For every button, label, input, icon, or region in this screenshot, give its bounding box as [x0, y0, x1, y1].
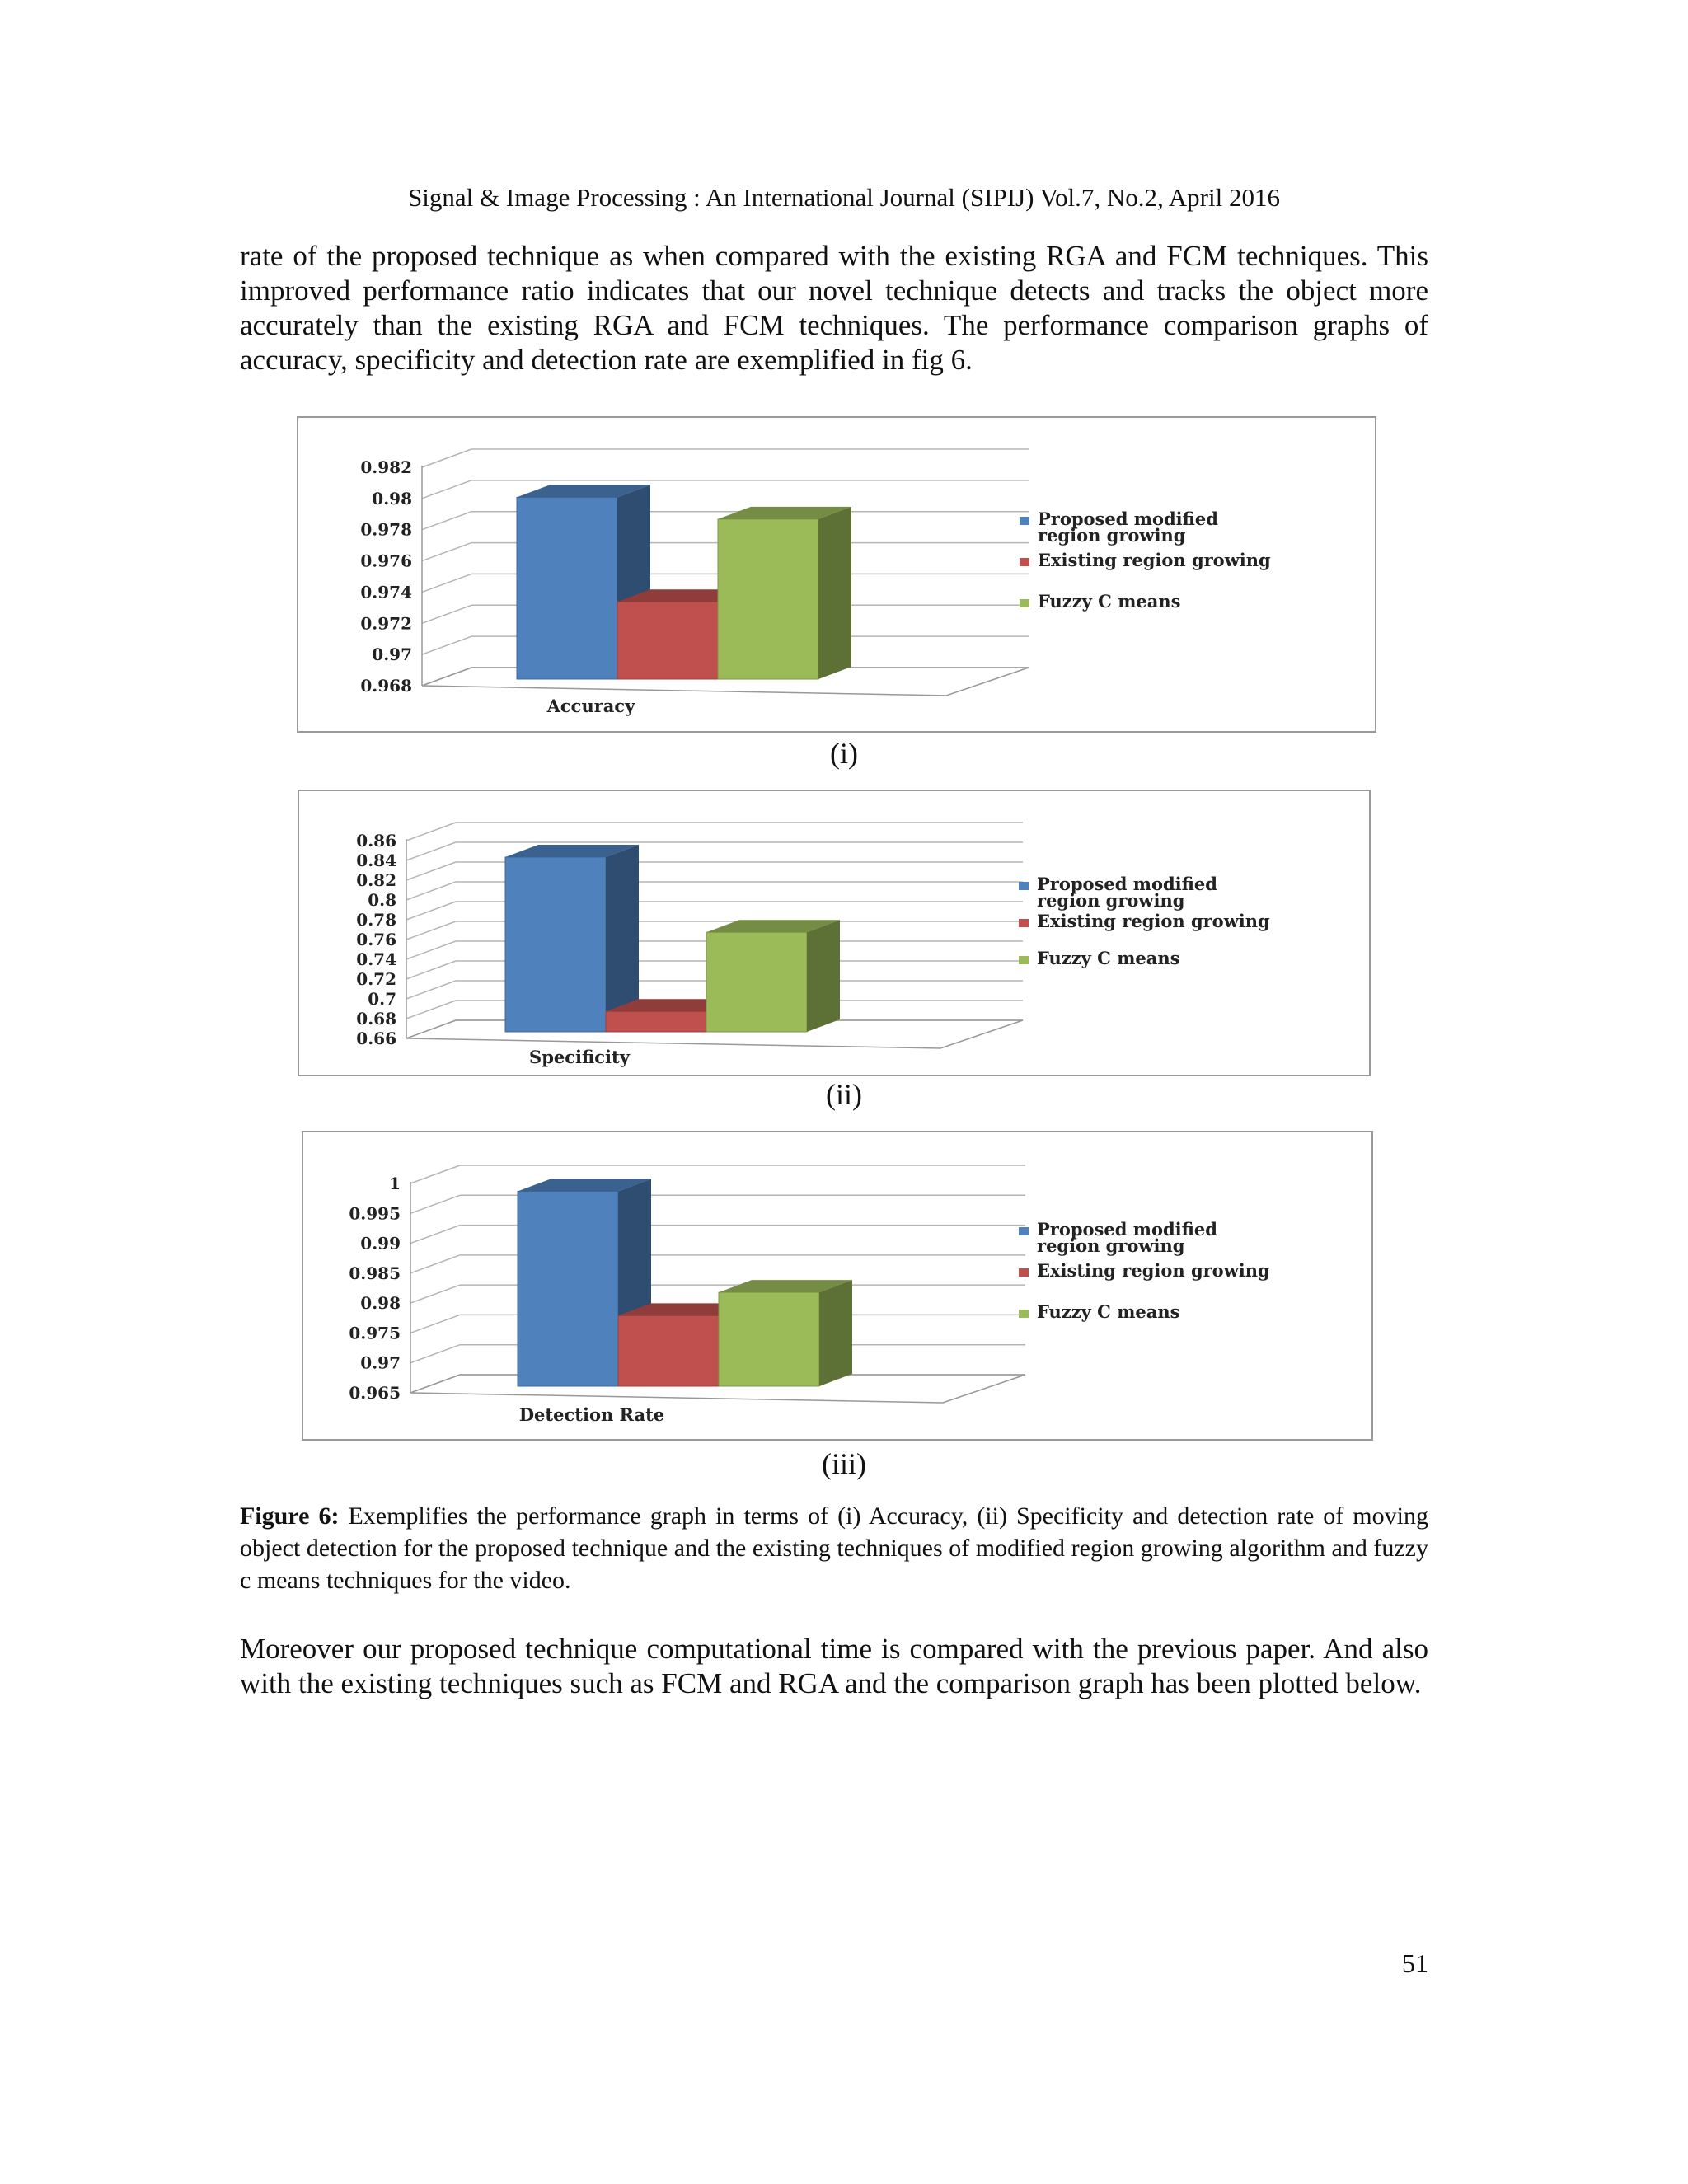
gridline-side — [410, 1195, 460, 1213]
legend-swatch — [1019, 1268, 1029, 1277]
legend-label: Proposed modified region growing — [1038, 509, 1218, 546]
legend-label: Proposed modified region growing — [1037, 874, 1217, 911]
detection-rate-chart — [302, 1131, 1373, 1441]
y-tick-label: 0.968 — [360, 676, 412, 696]
y-tick-label: 0.7 — [368, 989, 396, 1009]
gridline-side — [422, 636, 471, 654]
y-tick-label: 0.975 — [349, 1323, 401, 1343]
y-tick-label: 0.978 — [360, 519, 412, 540]
y-tick-label: 1 — [389, 1174, 401, 1193]
sublabel-ii: (ii) — [826, 1078, 862, 1111]
accuracy-chart — [297, 416, 1376, 733]
legend-label: Fuzzy C means — [1038, 591, 1181, 612]
y-tick-label: 0.974 — [360, 582, 412, 602]
chart-svg — [298, 418, 1375, 731]
sublabel-iii: (iii) — [822, 1447, 866, 1480]
bar-fuzzy-c-means — [718, 507, 851, 679]
gridline-side — [406, 1001, 456, 1019]
y-tick-label: 0.84 — [356, 851, 396, 870]
gridline-side — [422, 480, 471, 499]
gridline-side — [406, 961, 456, 979]
y-tick-label: 0.86 — [356, 831, 396, 851]
bar-fuzzy-c-means — [719, 1280, 852, 1386]
gridline-side — [422, 449, 471, 467]
y-tick-label: 0.976 — [360, 551, 412, 571]
y-tick-label: 0.68 — [356, 1009, 396, 1029]
bar-proposed-modified-region-growing — [505, 845, 639, 1032]
y-tick-label: 0.99 — [360, 1233, 401, 1254]
gridline-side — [406, 823, 456, 841]
chart-svg — [299, 791, 1369, 1075]
legend-swatch — [1019, 1227, 1029, 1235]
body-paragraph-1: rate of the proposed technique as when compared with the existing RGA and FCM techniques. This improved performance ratio indicates that our novel technique detects and tracks the object more accurately than the existing RGA and FCM techniques. The performance comparison graphs of accuracy, specificity and detection rate are exemplified in fig 6. — [240, 240, 1428, 376]
legend-swatch — [1019, 919, 1029, 927]
gridline-side — [406, 882, 456, 900]
figure-caption — [240, 1500, 1428, 1596]
y-tick-label: 0.972 — [360, 613, 412, 634]
body-paragraph-2: Moreover our proposed technique computational time is compared with the previous paper. And also with the existing techniques such as FCM and RGA and the comparison graph has been plotted below. — [240, 1633, 1428, 1699]
y-tick-label: 0.66 — [356, 1029, 396, 1048]
y-tick-label: 0.74 — [356, 949, 396, 969]
y-tick-label: 0.98 — [360, 1293, 401, 1314]
gridline-side — [422, 512, 471, 530]
category-label: Specificity — [529, 1047, 630, 1067]
y-tick-label: 0.982 — [360, 457, 412, 477]
caption-text: Exemplifies the performance graph in terms of (i) Accuracy, (ii) Specificity and detection rate of moving object detection for the proposed technique and the existing techniques of modified region growing algorithm and fuzzy c means techniques for the video. — [240, 1502, 1428, 1594]
sublabel-i: (i) — [830, 737, 858, 770]
legend-swatch — [1020, 599, 1029, 607]
legend-label: Proposed modified region growing — [1037, 1219, 1217, 1256]
gridline-side — [410, 1285, 460, 1303]
y-tick-label: 0.82 — [356, 870, 396, 890]
page-number: 51 — [1402, 1948, 1428, 1978]
y-tick-label: 0.76 — [356, 930, 396, 949]
running-header: Signal & Image Processing : An International Journal (SIPIJ) Vol.7, No.2, April 2016 — [408, 183, 1280, 212]
legend-swatch — [1019, 882, 1029, 890]
gridline-side — [422, 605, 471, 623]
legend-label: Existing region growing — [1037, 1260, 1270, 1281]
y-tick-label: 0.965 — [349, 1383, 401, 1403]
legend-swatch — [1020, 558, 1029, 566]
gridline-side — [410, 1345, 460, 1363]
legend-label: Fuzzy C means — [1037, 1301, 1180, 1322]
category-label: Accuracy — [546, 696, 635, 716]
gridline-side — [406, 862, 456, 880]
y-tick-label: 0.78 — [356, 910, 396, 930]
legend-label: Existing region growing — [1037, 911, 1270, 931]
y-tick-label: 0.98 — [372, 488, 412, 509]
legend-swatch — [1020, 517, 1029, 525]
legend-label: Existing region growing — [1038, 550, 1271, 570]
gridline-side — [410, 1315, 460, 1333]
gridline-side — [406, 902, 456, 920]
chart-svg — [303, 1132, 1372, 1439]
legend-swatch — [1019, 956, 1029, 964]
y-tick-label: 0.97 — [372, 644, 412, 665]
category-label: Detection Rate — [518, 1404, 665, 1425]
caption-label: Figure 6: — [240, 1502, 340, 1530]
y-tick-label: 0.97 — [360, 1352, 401, 1373]
gridline-side — [406, 921, 456, 940]
y-tick-label: 0.995 — [349, 1203, 401, 1224]
legend-label: Fuzzy C means — [1037, 948, 1180, 968]
specificity-chart — [298, 790, 1371, 1076]
gridline-side — [422, 543, 471, 561]
gridline-side — [410, 1226, 460, 1244]
bar-fuzzy-c-means — [706, 920, 840, 1032]
y-tick-label: 0.8 — [368, 890, 396, 910]
gridline-side — [410, 1255, 460, 1273]
gridline-side — [406, 842, 456, 860]
gridline-side — [410, 1165, 460, 1183]
y-tick-label: 0.72 — [356, 969, 396, 989]
y-tick-label: 0.985 — [349, 1263, 401, 1283]
gridline-side — [406, 941, 456, 959]
gridline-side — [406, 981, 456, 999]
legend-swatch — [1019, 1310, 1029, 1318]
gridline-side — [422, 574, 471, 592]
